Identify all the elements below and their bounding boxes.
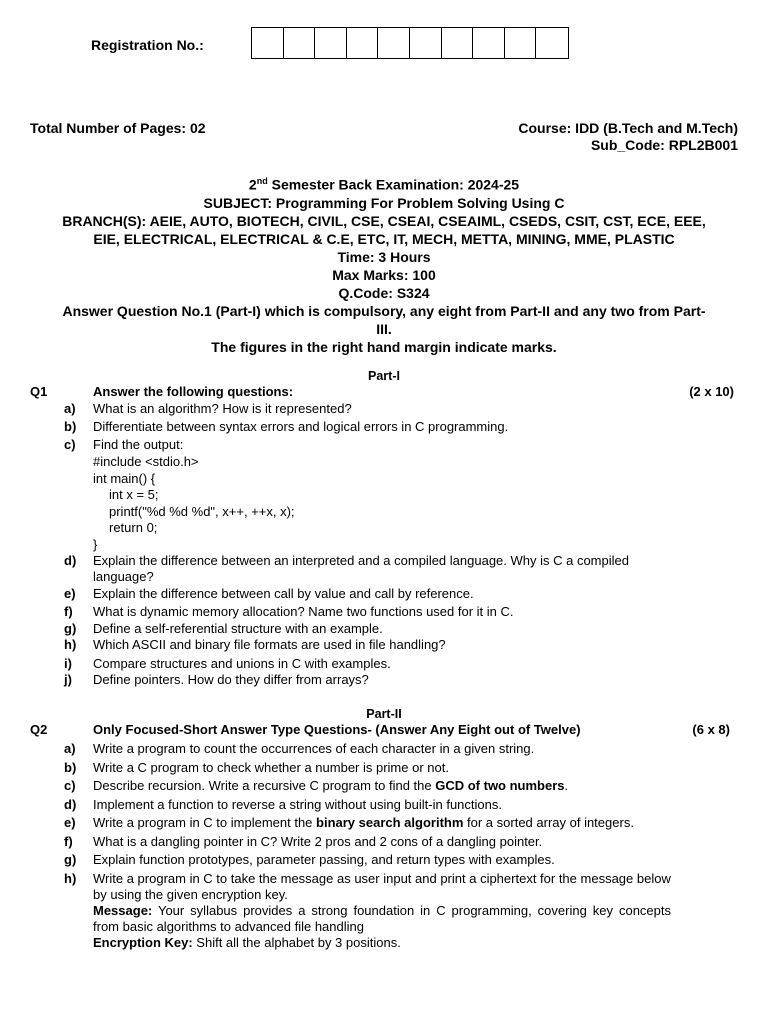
- sub-code: Sub_Code: RPL2B001: [590, 137, 738, 153]
- subject: SUBJECT: Programming For Problem Solving Using C: [203, 194, 565, 211]
- instruction-line1: Answer Question No.1 (Part-I) which is compulsory, any eight from Part-II and any two from Part-: [62, 302, 706, 319]
- question-text: Write a program in C to take the message as user input and print a ciphertext for the message below by using the given encryption key.: [93, 871, 671, 902]
- registration-boxes: [251, 27, 569, 59]
- max-marks: Max Marks: 100: [332, 266, 436, 283]
- qcode: Q.Code: S324: [338, 284, 430, 301]
- time: Time: 3 Hours: [337, 248, 431, 265]
- registration-box: [505, 28, 537, 58]
- registration-box: [347, 28, 379, 58]
- q2-number: Q2: [30, 722, 48, 737]
- registration-box: [473, 28, 505, 58]
- exam-header: [30, 172, 738, 356]
- instruction-line2: III.: [376, 320, 392, 337]
- branches-line1: BRANCH(S): AEIE, AUTO, BIOTECH, CIVIL, CSE, CSEAI, CSEAIML, CSEDS, CSIT, CST, ECE, EEE,: [62, 212, 706, 229]
- message: Message: Your syllabus provides a strong foundation in C programming, covering key concepts from basic algorithms to advanced file handling: [93, 903, 671, 934]
- q1-marks: (2 x 10): [689, 384, 734, 399]
- branches-line2: EIE, ELECTRICAL, ELECTRICAL & C.E, ETC, IT, MECH, METTA, MINING, MME, PLASTIC: [93, 230, 675, 247]
- encryption-key: Encryption Key: Shift all the alphabet by 3 positions.: [93, 935, 401, 950]
- semester-line: 2nd Semester Back Examination: 2024-25: [248, 176, 520, 193]
- q2-marks: (6 x 8): [692, 722, 730, 737]
- course: Course: IDD (B.Tech and M.Tech): [518, 120, 738, 136]
- q1-text: Answer the following questions:: [93, 384, 294, 399]
- course-info: [518, 120, 738, 154]
- registration-box: [378, 28, 410, 58]
- total-pages: Total Number of Pages: 02: [30, 120, 206, 136]
- registration-box: [252, 28, 284, 58]
- q1-number: Q1: [30, 384, 48, 399]
- part2-title: Part-II: [366, 707, 402, 721]
- registration-label: Registration No.:: [91, 37, 204, 53]
- registration-box: [442, 28, 474, 58]
- registration-box: [410, 28, 442, 58]
- q2-text: Only Focused-Short Answer Type Questions- (Answer Any Eight out of Twelve): [93, 722, 581, 737]
- part1-title: Part-I: [368, 369, 400, 383]
- registration-box: [315, 28, 347, 58]
- registration-box: [536, 28, 568, 58]
- figures-note: The figures in the right hand margin indicate marks.: [211, 338, 557, 355]
- code-snippet: #include <stdio.h> int main() { int x = 5; printf("%d %d %d", x++, ++x, x); return 0; }: [93, 454, 295, 552]
- registration-box: [284, 28, 316, 58]
